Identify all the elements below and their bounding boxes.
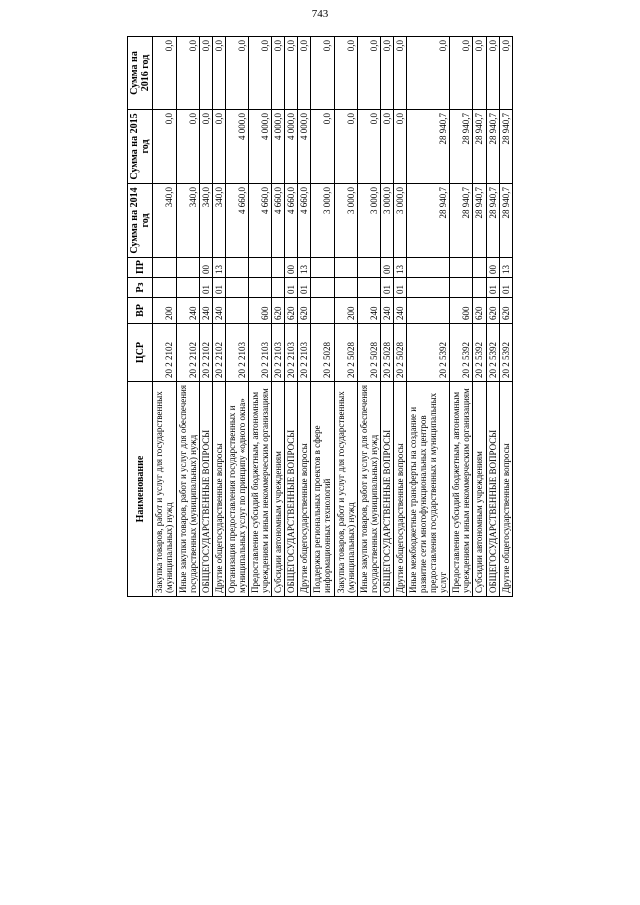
cell-vr (407, 298, 450, 324)
page-number: 743 (311, 8, 329, 20)
header-csr: ЦСР (128, 324, 153, 382)
table-row (225, 37, 248, 597)
table-row (249, 37, 272, 597)
cell-rz: 01 (393, 278, 406, 298)
cell-2016: 0,0 (249, 37, 272, 110)
cell-name: Предоставление субсидий бюджетным, автономным учреждениям и иным некоммерческим организациям (450, 382, 473, 597)
cell-vr (225, 298, 248, 324)
cell-name: Иные межбюджетные трансферты на создание и развитие сети многофункциональных центров предоставления государственных и муниципальных услуг (407, 382, 450, 597)
cell-rz: 01 (212, 278, 225, 298)
table-row (199, 37, 212, 597)
cell-csr: 20 2 2102 (199, 324, 212, 382)
cell-2014: 340,0 (199, 184, 212, 258)
cell-name: ОБЩЕГОСУДАРСТВЕННЫЕ ВОПРОСЫ (199, 382, 212, 597)
cell-pr (407, 258, 450, 278)
cell-csr: 20 2 2103 (298, 324, 311, 382)
cell-vr: 200 (153, 298, 176, 324)
cell-2014: 3 000,0 (311, 184, 334, 258)
cell-2015: 0,0 (393, 110, 406, 184)
cell-2015: 0,0 (380, 110, 393, 184)
cell-2016: 0,0 (499, 37, 512, 110)
cell-vr: 620 (499, 298, 512, 324)
table-body (153, 37, 512, 597)
cell-csr: 20 2 2103 (285, 324, 298, 382)
cell-pr (357, 258, 380, 278)
cell-2015: 4 000,0 (272, 110, 285, 184)
cell-csr: 20 2 2102 (176, 324, 199, 382)
cell-2016: 0,0 (225, 37, 248, 110)
cell-2014: 340,0 (212, 184, 225, 258)
header-pr: ПР (128, 258, 153, 278)
cell-name: ОБЩЕГОСУДАРСТВЕННЫЕ ВОПРОСЫ (486, 382, 499, 597)
budget-table (127, 36, 513, 597)
table-row (285, 37, 298, 597)
cell-name: ОБЩЕГОСУДАРСТВЕННЫЕ ВОПРОСЫ (285, 382, 298, 597)
cell-pr (450, 258, 473, 278)
cell-vr: 620 (486, 298, 499, 324)
table-row (334, 37, 357, 597)
cell-vr: 600 (450, 298, 473, 324)
cell-vr: 240 (212, 298, 225, 324)
cell-rz: 01 (199, 278, 212, 298)
cell-pr: 00 (486, 258, 499, 278)
cell-rz (225, 278, 248, 298)
cell-vr: 240 (176, 298, 199, 324)
cell-2016: 0,0 (393, 37, 406, 110)
cell-csr: 20 2 5028 (334, 324, 357, 382)
header-2016: Сумма на 2016 год (128, 37, 153, 110)
cell-name: Предоставление субсидий бюджетным, автономным учреждениям и иным некоммерческим организациям (249, 382, 272, 597)
cell-vr: 620 (272, 298, 285, 324)
cell-rz (357, 278, 380, 298)
cell-name: Другие общегосударственные вопросы (499, 382, 512, 597)
header-vr: ВР (128, 298, 153, 324)
table-row (473, 37, 486, 597)
cell-pr (311, 258, 334, 278)
cell-2015: 28 940,7 (473, 110, 486, 184)
cell-name: Иные закупки товаров, работ и услуг для обеспечения государственных (муниципальных) нужд (357, 382, 380, 597)
cell-vr: 600 (249, 298, 272, 324)
table-row (272, 37, 285, 597)
cell-pr: 00 (199, 258, 212, 278)
cell-csr: 20 2 5392 (486, 324, 499, 382)
cell-2015: 28 940,7 (499, 110, 512, 184)
cell-2016: 0,0 (199, 37, 212, 110)
cell-2016: 0,0 (473, 37, 486, 110)
table-row (212, 37, 225, 597)
cell-csr: 20 2 5392 (473, 324, 486, 382)
cell-csr: 20 2 5392 (407, 324, 450, 382)
cell-rz (334, 278, 357, 298)
cell-csr: 20 2 2103 (272, 324, 285, 382)
cell-name: Субсидии автономным учреждениям (272, 382, 285, 597)
table-row (499, 37, 512, 597)
cell-2015: 0,0 (357, 110, 380, 184)
cell-rz: 01 (486, 278, 499, 298)
cell-csr: 20 2 5392 (499, 324, 512, 382)
table-row (153, 37, 176, 597)
cell-vr: 200 (334, 298, 357, 324)
cell-vr: 240 (393, 298, 406, 324)
cell-2014: 4 660,0 (249, 184, 272, 258)
cell-name: Поддержка региональных проектов в сфере информационных технологий (311, 382, 334, 597)
cell-csr: 20 2 5028 (357, 324, 380, 382)
cell-vr: 620 (285, 298, 298, 324)
cell-2015: 0,0 (153, 110, 176, 184)
header-2015: Сумма на 2015 год (128, 110, 153, 184)
cell-pr (334, 258, 357, 278)
cell-2014: 28 940,7 (486, 184, 499, 258)
cell-pr: 13 (499, 258, 512, 278)
cell-2014: 3 000,0 (380, 184, 393, 258)
cell-name: Другие общегосударственные вопросы (212, 382, 225, 597)
cell-name: Закупка товаров, работ и услуг для государственных (муниципальных) нужд (153, 382, 176, 597)
table-row (357, 37, 380, 597)
table-row (380, 37, 393, 597)
cell-2014: 28 940,7 (450, 184, 473, 258)
cell-2016: 0,0 (153, 37, 176, 110)
cell-2015: 4 000,0 (249, 110, 272, 184)
cell-csr: 20 2 2103 (249, 324, 272, 382)
cell-csr: 20 2 2103 (225, 324, 248, 382)
table-row (407, 37, 450, 597)
cell-rz: 01 (285, 278, 298, 298)
cell-2014: 4 660,0 (298, 184, 311, 258)
cell-2015: 4 000,0 (298, 110, 311, 184)
cell-2016: 0,0 (380, 37, 393, 110)
table-row (486, 37, 499, 597)
cell-csr: 20 2 5028 (393, 324, 406, 382)
cell-2015: 28 940,7 (407, 110, 450, 184)
cell-pr (272, 258, 285, 278)
cell-csr: 20 2 5028 (380, 324, 393, 382)
cell-rz: 01 (380, 278, 393, 298)
cell-pr (225, 258, 248, 278)
cell-csr: 20 2 2102 (212, 324, 225, 382)
cell-2015: 0,0 (199, 110, 212, 184)
cell-name: Организация предоставления государственных и муниципальных услуг по принципу «одного окна» (225, 382, 248, 597)
cell-name: ОБЩЕГОСУДАРСТВЕННЫЕ ВОПРОСЫ (380, 382, 393, 597)
cell-2014: 4 660,0 (225, 184, 248, 258)
cell-pr (176, 258, 199, 278)
cell-vr: 620 (473, 298, 486, 324)
cell-2016: 0,0 (311, 37, 334, 110)
cell-csr: 20 2 2102 (153, 324, 176, 382)
header-rz: Рз (128, 278, 153, 298)
cell-rz (176, 278, 199, 298)
cell-name: Закупка товаров, работ и услуг для государственных (муниципальных) нужд (334, 382, 357, 597)
cell-vr: 240 (357, 298, 380, 324)
cell-csr: 20 2 5028 (311, 324, 334, 382)
cell-vr (311, 298, 334, 324)
cell-2014: 4 660,0 (272, 184, 285, 258)
cell-2015: 4 000,0 (225, 110, 248, 184)
cell-vr: 620 (298, 298, 311, 324)
header-name: Наименование (128, 382, 153, 597)
cell-pr: 13 (298, 258, 311, 278)
cell-2016: 0,0 (285, 37, 298, 110)
cell-rz (407, 278, 450, 298)
table-row (450, 37, 473, 597)
cell-rz: 01 (499, 278, 512, 298)
cell-2016: 0,0 (298, 37, 311, 110)
cell-vr: 240 (199, 298, 212, 324)
cell-2014: 28 940,7 (499, 184, 512, 258)
cell-pr: 00 (380, 258, 393, 278)
cell-name: Субсидии автономным учреждениям (473, 382, 486, 597)
cell-2014: 340,0 (153, 184, 176, 258)
cell-rz (249, 278, 272, 298)
cell-rz (473, 278, 486, 298)
cell-name: Иные закупки товаров, работ и услуг для обеспечения государственных (муниципальных) нужд (176, 382, 199, 597)
cell-2014: 28 940,7 (473, 184, 486, 258)
cell-name: Другие общегосударственные вопросы (393, 382, 406, 597)
table-header-row (128, 37, 153, 597)
table-row (298, 37, 311, 597)
cell-2016: 0,0 (450, 37, 473, 110)
cell-2016: 0,0 (212, 37, 225, 110)
cell-2014: 3 000,0 (357, 184, 380, 258)
cell-rz (450, 278, 473, 298)
cell-2016: 0,0 (407, 37, 450, 110)
cell-rz (153, 278, 176, 298)
cell-vr: 240 (380, 298, 393, 324)
cell-2016: 0,0 (357, 37, 380, 110)
cell-2014: 28 940,7 (407, 184, 450, 258)
cell-2015: 4 000,0 (285, 110, 298, 184)
cell-name: Другие общегосударственные вопросы (298, 382, 311, 597)
cell-rz: 01 (298, 278, 311, 298)
cell-2014: 4 660,0 (285, 184, 298, 258)
cell-2016: 0,0 (272, 37, 285, 110)
cell-2016: 0,0 (334, 37, 357, 110)
cell-rz (272, 278, 285, 298)
cell-2016: 0,0 (486, 37, 499, 110)
cell-2015: 28 940,7 (486, 110, 499, 184)
table-row (176, 37, 199, 597)
table-row (311, 37, 334, 597)
cell-pr (249, 258, 272, 278)
cell-2014: 3 000,0 (393, 184, 406, 258)
cell-csr: 20 2 5392 (450, 324, 473, 382)
cell-2015: 0,0 (176, 110, 199, 184)
cell-pr (153, 258, 176, 278)
cell-2015: 0,0 (334, 110, 357, 184)
cell-rz (311, 278, 334, 298)
cell-pr (473, 258, 486, 278)
cell-2015: 0,0 (212, 110, 225, 184)
cell-2014: 3 000,0 (334, 184, 357, 258)
cell-2016: 0,0 (176, 37, 199, 110)
cell-2014: 340,0 (176, 184, 199, 258)
table-row (393, 37, 406, 597)
cell-2015: 28 940,7 (450, 110, 473, 184)
cell-pr: 13 (393, 258, 406, 278)
cell-pr: 00 (285, 258, 298, 278)
header-2014: Сумма на 2014 год (128, 184, 153, 258)
cell-2015: 0,0 (311, 110, 334, 184)
cell-pr: 13 (212, 258, 225, 278)
